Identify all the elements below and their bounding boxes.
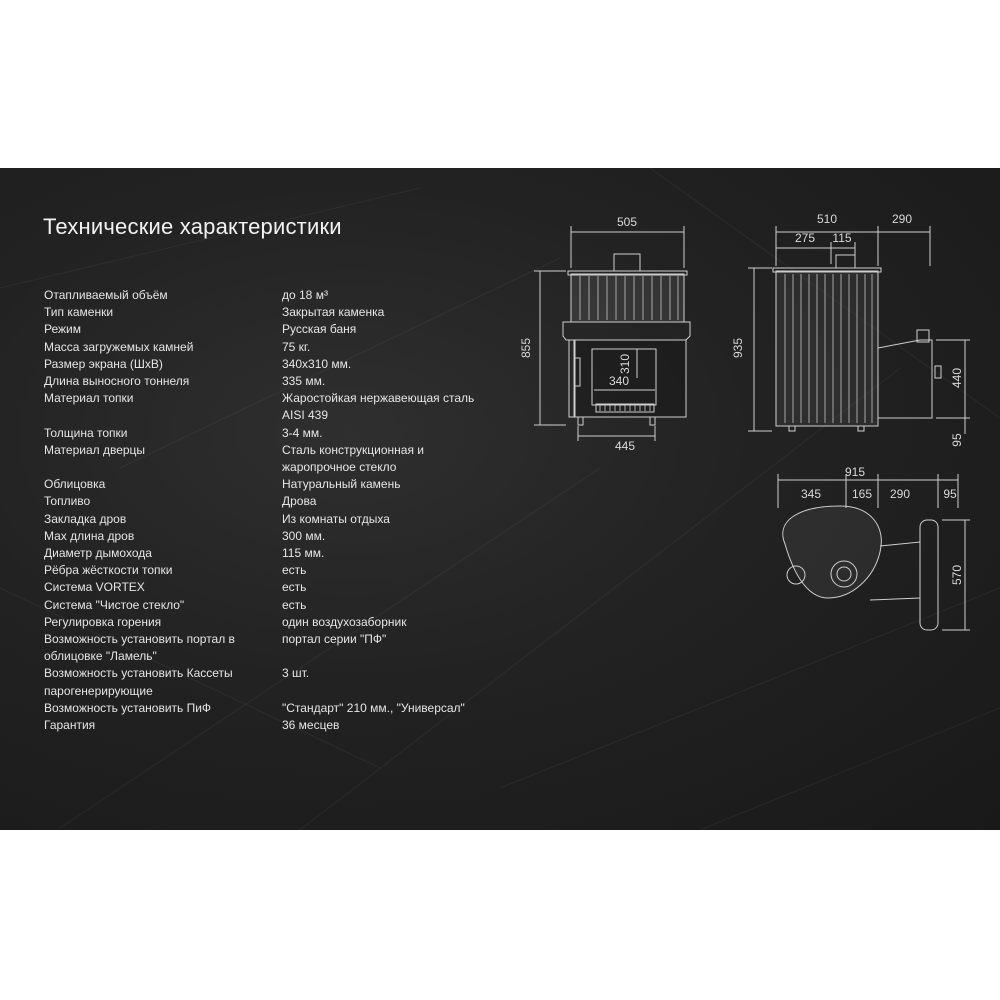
spec-value: 340х310 мм. — [282, 356, 352, 371]
spec-value: Закрытая каменка — [282, 305, 385, 320]
spec-label: Длина выносного тоннеля — [44, 374, 190, 389]
side-width-label: 510 — [816, 212, 838, 226]
spec-label: Возможность установить портал в облицовке "Ламель" — [44, 632, 235, 664]
spec-label: Толщина топки — [44, 425, 128, 440]
spec-value: "Стандарт" 210 мм., "Универсал" — [282, 700, 465, 715]
spec-label: Гарантия — [44, 718, 96, 733]
tunnel-height-label: 440 — [950, 367, 964, 389]
spec-value: до 18 м³ — [282, 288, 328, 302]
spec-label: Диаметр дымохода — [44, 546, 152, 561]
spec-label: Регулировка горения — [44, 614, 162, 629]
side-offset-label: 275 — [794, 231, 816, 245]
spec-value: 335 мм. — [282, 374, 326, 389]
top-b-label: 165 — [851, 487, 873, 501]
page-title: Технические характеристики — [43, 214, 342, 239]
spec-label: Рёбра жёсткости топки — [44, 563, 173, 578]
spec-value: 3 шт. — [282, 666, 310, 681]
spec-value: 36 месцев — [282, 718, 340, 733]
spec-value: 3-4 мм. — [282, 425, 323, 440]
spec-label: Масса загружемых камней — [44, 339, 194, 354]
spec-value: Сталь конструкционная и жаропрочное стекло — [282, 442, 424, 475]
spec-value: 300 мм. — [282, 528, 326, 543]
spec-label: Возможность установить Кассеты парогенерирующие — [44, 666, 233, 698]
front-width-label: 505 — [616, 215, 638, 229]
spec-value: Жаростойкая нержавеющая сталь AISI 439 — [282, 391, 475, 423]
spec-value: один воздухозаборник — [282, 614, 407, 629]
spec-label: Система VORTEX — [44, 580, 145, 595]
top-a-label: 345 — [800, 487, 822, 501]
spec-value: 115 мм. — [282, 546, 325, 561]
side-view — [748, 226, 970, 434]
front-height-label: 855 — [519, 337, 533, 359]
side-tunnel-label: 290 — [891, 212, 913, 226]
spec-value: есть — [282, 563, 307, 578]
top-total-label: 915 — [844, 465, 866, 479]
screen-width-label: 340 — [608, 374, 630, 388]
spec-label: Материал топки — [44, 391, 134, 406]
spec-label: Система "Чистое стекло" — [44, 597, 185, 612]
spec-label: Материал дверцы — [44, 442, 146, 457]
spec-value: Из комнаты отдыха — [282, 511, 390, 526]
front-view — [534, 226, 690, 441]
spec-value: Русская баня — [282, 322, 357, 337]
spec-board — [0, 168, 1000, 830]
top-d-label: 95 — [943, 487, 957, 501]
top-c-label: 290 — [889, 487, 911, 501]
spec-label: Режим — [44, 322, 81, 337]
spec-value: есть — [282, 580, 307, 595]
spec-value: Дрова — [282, 494, 317, 509]
spec-value: портал серии "ПФ" — [282, 632, 387, 647]
screen-height-label: 310 — [618, 353, 632, 375]
spec-label: Закладка дров — [44, 511, 127, 526]
top-depth-label: 570 — [950, 564, 964, 586]
spec-label: Мах длина дров — [44, 528, 135, 543]
spec-value: Натуральный камень — [282, 477, 401, 492]
spec-label: Облицовка — [44, 477, 106, 492]
spec-value: 75 кг. — [282, 339, 311, 354]
base-height-label: 95 — [950, 433, 964, 447]
technical-drawing — [0, 168, 1000, 830]
front-base-label: 445 — [614, 439, 636, 453]
spec-value: есть — [282, 597, 307, 612]
flue-label: 115 — [832, 231, 852, 245]
spec-label: Возможность установить ПиФ — [44, 700, 212, 715]
spec-label: Тип каменки — [44, 305, 114, 320]
spec-label: Топливо — [44, 494, 91, 509]
spec-label: Размер экрана (ШхВ) — [44, 356, 163, 371]
spec-label: Отапливаемый объём — [44, 288, 168, 302]
side-height-label: 935 — [731, 337, 745, 359]
